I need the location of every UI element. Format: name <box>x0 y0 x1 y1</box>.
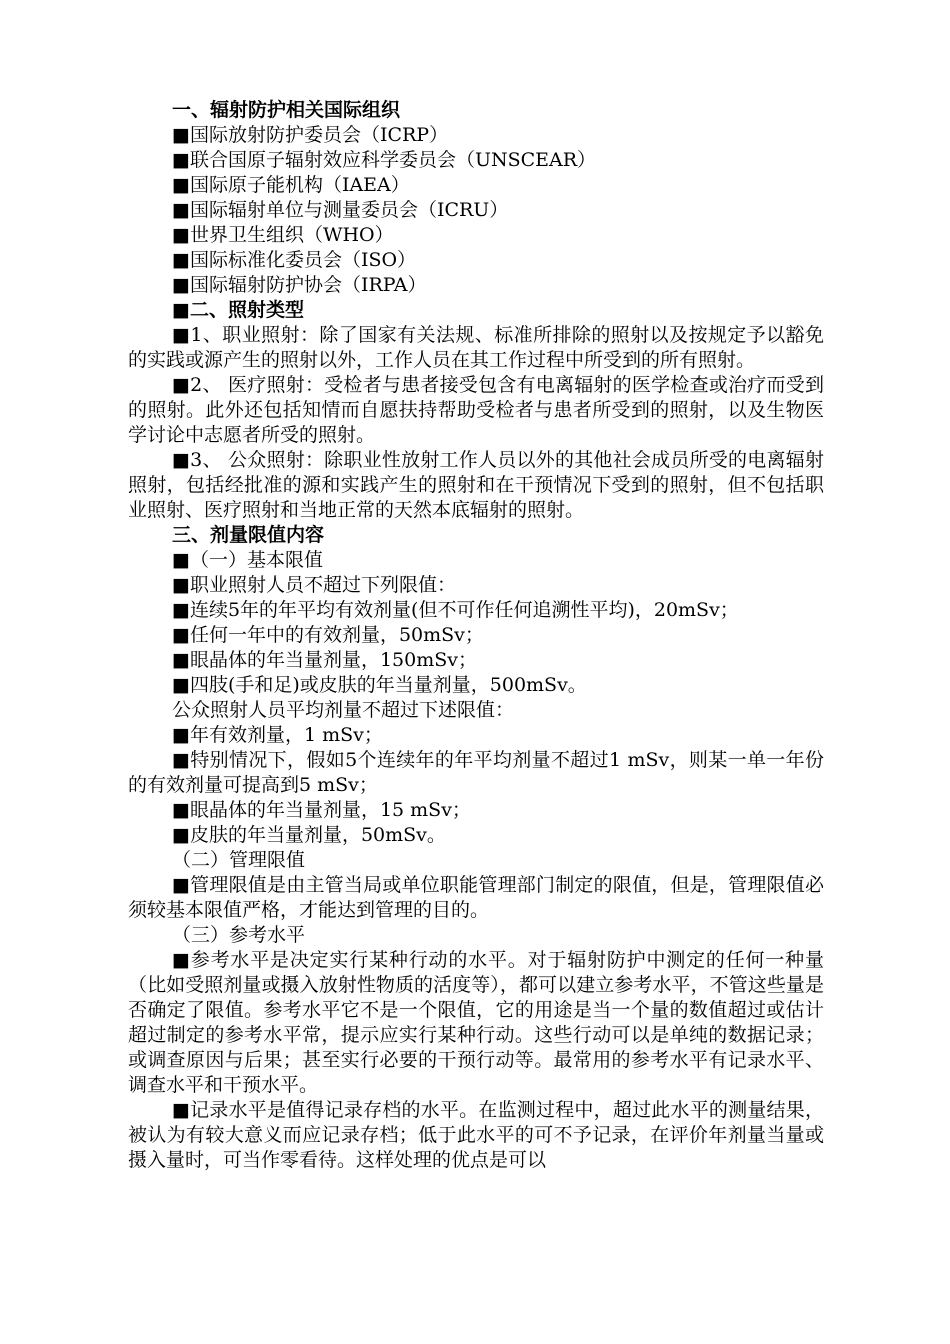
paragraph: ■2、 医疗照射：受检者与患者接受包含有电离辐射的医学检查或治疗而受到的照射。此外还包括知情而自愿扶持帮助受检者与患者所受到的照射，以及生物医学讨论中志愿者所受的照射。 <box>128 374 824 446</box>
list-item: ■国际放射防护委员会（ICRP） <box>172 124 449 146</box>
list-item: ■年有效剂量，1 mSv； <box>172 724 383 746</box>
paragraph: ■管理限值是由主管当局或单位职能管理部门制定的限值，但是，管理限值必须较基本限值严格，才能达到管理的目的。 <box>128 874 824 921</box>
list-item: ■任何一年中的有效剂量，50mSv； <box>172 624 484 646</box>
paragraph: ■特别情况下，假如5个连续年的年平均剂量不超过1 mSv，则某一单一年份的有效剂量可提高到5 mSv； <box>128 749 824 796</box>
paragraph: ■记录水平是值得记录存档的水平。在监测过程中，超过此水平的测量结果，被认为有较大意义而应记录存档；低于此水平的可不予记录，在评价年剂量当量或摄入量时，可当作零看待。这样处理的优点是可以 <box>128 1099 824 1171</box>
list-item: ■职业照射人员不超过下列限值： <box>172 574 456 596</box>
document-body <box>128 98 824 1173</box>
subheading: （三）参考水平 <box>172 924 306 946</box>
list-item: ■联合国原子辐射效应科学委员会（UNSCEAR） <box>172 149 597 171</box>
list-item: ■（一）基本限值 <box>172 549 323 571</box>
list-item: 公众照射人员平均剂量不超过下述限值： <box>172 699 515 721</box>
list-item: ■国际原子能机构（IAEA） <box>172 174 410 196</box>
list-item: ■四肢(手和足)或皮肤的年当量剂量，500mSv。 <box>172 674 587 696</box>
list-item: ■眼晶体的年当量剂量，15 mSv； <box>172 799 471 821</box>
paragraph: ■参考水平是决定实行某种行动的水平。对于辐射防护中测定的任何一种量（比如受照剂量或摄入放射性物质的活度等），都可以建立参考水平，不管这些量是否确定了限值。参考水平它不是一个限值，它的用途是当一个量的数值超过或估计超过制定的参考水平常，提示应实行某种行动。这些行动可以是单纯的数据记录；或调查原因与后果；甚至实行必要的干预行动等。最常用的参考水平有记录水平、调查水平和干预水平。 <box>128 949 824 1096</box>
heading-2: ■二、照射类型 <box>172 299 304 321</box>
paragraph: ■3、 公众照射：除职业性放射工作人员以外的其他社会成员所受的电离辐射照射，包括经批准的源和实践产生的照射和在干预情况下受到的照射，但不包括职业照射、医疗照射和当地正常的天然本底辐射的照射。 <box>128 449 824 521</box>
paragraph: ■1、职业照射：除了国家有关法规、标准所排除的照射以及按规定予以豁免的实践或源产生的照射以外，工作人员在其工作过程中所受到的所有照射。 <box>128 324 824 371</box>
list-item: ■皮肤的年当量剂量，50mSv。 <box>172 824 446 846</box>
list-item: ■国际标准化委员会（ISO） <box>172 249 417 271</box>
list-item: ■世界卫生组织（WHO） <box>172 224 394 246</box>
list-item: ■连续5年的年平均有效剂量(但不可作任何追溯性平均)，20mSv； <box>172 599 739 621</box>
list-item: ■国际辐射单位与测量委员会（ICRU） <box>172 199 509 221</box>
subheading: （二）管理限值 <box>172 849 306 871</box>
heading-3: 三、剂量限值内容 <box>172 524 325 546</box>
list-item: ■国际辐射防护协会（IRPA） <box>172 274 427 296</box>
list-item: ■眼晶体的年当量剂量，150mSv； <box>172 649 477 671</box>
heading-1: 一、辐射防护相关国际组织 <box>172 99 401 121</box>
